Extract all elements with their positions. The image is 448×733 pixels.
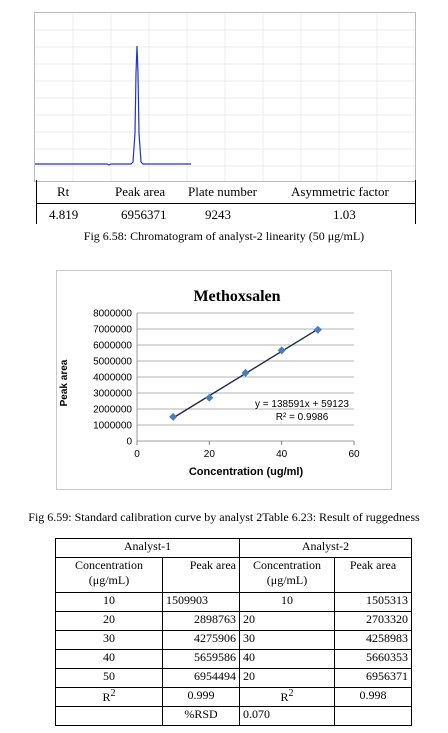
table-r2-row: [56, 688, 412, 707]
rsd-empty-cell: [56, 707, 163, 726]
table-row: [56, 593, 412, 612]
analyst-1-header: Analyst-1: [56, 539, 240, 558]
chart-data-point: [314, 326, 322, 334]
rsd-empty-cell-2: [335, 707, 412, 726]
table-row: [56, 650, 412, 669]
stats-header-peak-area: Peak area: [115, 184, 166, 199]
stats-header-asymmetric-factor: Asymmetric factor: [291, 184, 389, 199]
cell-a1-conc: 20: [56, 612, 163, 631]
r2-label-a2-text: $R^2$: [280, 688, 294, 704]
table-row: [56, 612, 412, 631]
chart-y-tick-label: 7000000: [93, 324, 132, 336]
cell-a2-conc: 30: [240, 631, 335, 650]
cell-a2-area: 6956371: [335, 669, 412, 688]
r2-value-a2: 0.998: [335, 688, 412, 707]
concentration-header-a2: [240, 558, 335, 593]
peak-area-header-a2: Peak area: [335, 558, 412, 593]
chromatogram: [34, 12, 416, 182]
ruggedness-table: [55, 538, 412, 726]
chart-y-tick-label: 6000000: [93, 340, 132, 352]
stats-value-peak-area: 6956371: [121, 207, 167, 222]
concentration-header-a1-line1: Concentration: [75, 558, 143, 572]
cell-a2-area: 5660353: [335, 650, 412, 669]
table-subheader-row: [56, 558, 412, 593]
cell-a1-area: 6954494: [163, 669, 240, 688]
chart-r-squared: R² = 0.9986: [275, 412, 329, 423]
r2-superscript: 2: [288, 688, 294, 699]
concentration-header-a2-line1: Concentration: [253, 558, 321, 572]
r2-label-a1: [56, 688, 163, 707]
chart-y-tick-label: 1000000: [93, 420, 132, 432]
stats-value-rt: 4.819: [49, 207, 79, 222]
chart-title: Methoxsalen: [193, 288, 281, 305]
r2-value-a1: 0.999: [163, 688, 240, 707]
chart-x-tick-label: 0: [134, 449, 140, 460]
chart-x-tick-label: 20: [203, 449, 215, 460]
calibration-chart-svg: [57, 271, 391, 489]
chromatogram-plot: [35, 13, 415, 181]
chart-equation: y = 138591x + 59123: [255, 399, 349, 410]
table-row: [56, 631, 412, 650]
chart-y-tick-label: 4000000: [93, 372, 132, 384]
rsd-value: 0.070: [240, 707, 335, 726]
stats-header-rt: Rt: [57, 184, 70, 199]
cell-a2-area: 2703320: [335, 612, 412, 631]
cell-a2-area: 1505313: [335, 593, 412, 612]
cell-a1-area: 5659586: [163, 650, 240, 669]
cell-a1-area: 1509903: [163, 593, 240, 612]
stats-header-plate-number: Plate number: [188, 184, 257, 199]
r2-label-a1-text: $R^2$: [102, 688, 116, 704]
chart-y-tick-label: 3000000: [93, 388, 132, 400]
chart-data-point: [205, 394, 213, 402]
figure-caption-6-58: Fig 6.58: Chromatogram of analyst-2 linearity (50 μg/mL): [83, 229, 365, 243]
concentration-header-a1: [56, 558, 163, 593]
concentration-header-a1-line2: (μg/mL): [88, 573, 130, 587]
cell-a1-conc: 40: [56, 650, 163, 669]
calibration-chart: [56, 270, 392, 490]
cell-a2-conc: 20: [240, 612, 335, 631]
cell-a2-conc: 10: [240, 593, 335, 612]
chart-y-tick-label: 5000000: [93, 356, 132, 368]
chart-x-axis-label: Concentration (ug/ml): [188, 466, 304, 478]
cell-a2-conc: 40: [240, 650, 335, 669]
chart-x-tick-label: 40: [276, 449, 288, 460]
stats-value-asymmetric-factor: 1.03: [333, 207, 356, 222]
stats-divider: [37, 203, 415, 204]
cell-a1-conc: 30: [56, 631, 163, 650]
cell-a2-conc: 20: [240, 669, 335, 688]
chart-data-point: [169, 413, 177, 421]
peak-area-header-a1: Peak area: [163, 558, 240, 593]
cell-a2-area: 4258983: [335, 631, 412, 650]
stats-value-plate-number: 9243: [205, 207, 231, 222]
analyst-2-header: Analyst-2: [240, 539, 412, 558]
table-rsd-row: [56, 707, 412, 726]
r2-label-a2: [240, 688, 335, 707]
chart-x-tick-label: 60: [348, 449, 360, 460]
table-header-row: [56, 539, 412, 558]
cell-a1-area: 2898763: [163, 612, 240, 631]
table-row: [56, 669, 412, 688]
rsd-label: %RSD: [163, 707, 240, 726]
chart-y-tick-label: 8000000: [93, 308, 132, 320]
cell-a1-conc: 10: [56, 593, 163, 612]
chromatogram-grid: [35, 13, 415, 181]
chromatogram-stats-table: [36, 180, 416, 224]
chart-y-tick-label: 0: [126, 436, 132, 448]
chart-y-axis-label: Peak area: [59, 359, 70, 407]
figure-caption-6-59: Fig 6.59: Standard calibration curve by analyst 2Table 6.23: Result of ruggedness: [28, 510, 420, 524]
cell-a1-conc: 50: [56, 669, 163, 688]
concentration-header-a2-line2: (μg/mL): [266, 573, 308, 587]
cell-a1-area: 4275906: [163, 631, 240, 650]
r2-superscript: 2: [110, 688, 116, 699]
chart-y-tick-label: 2000000: [93, 404, 132, 416]
